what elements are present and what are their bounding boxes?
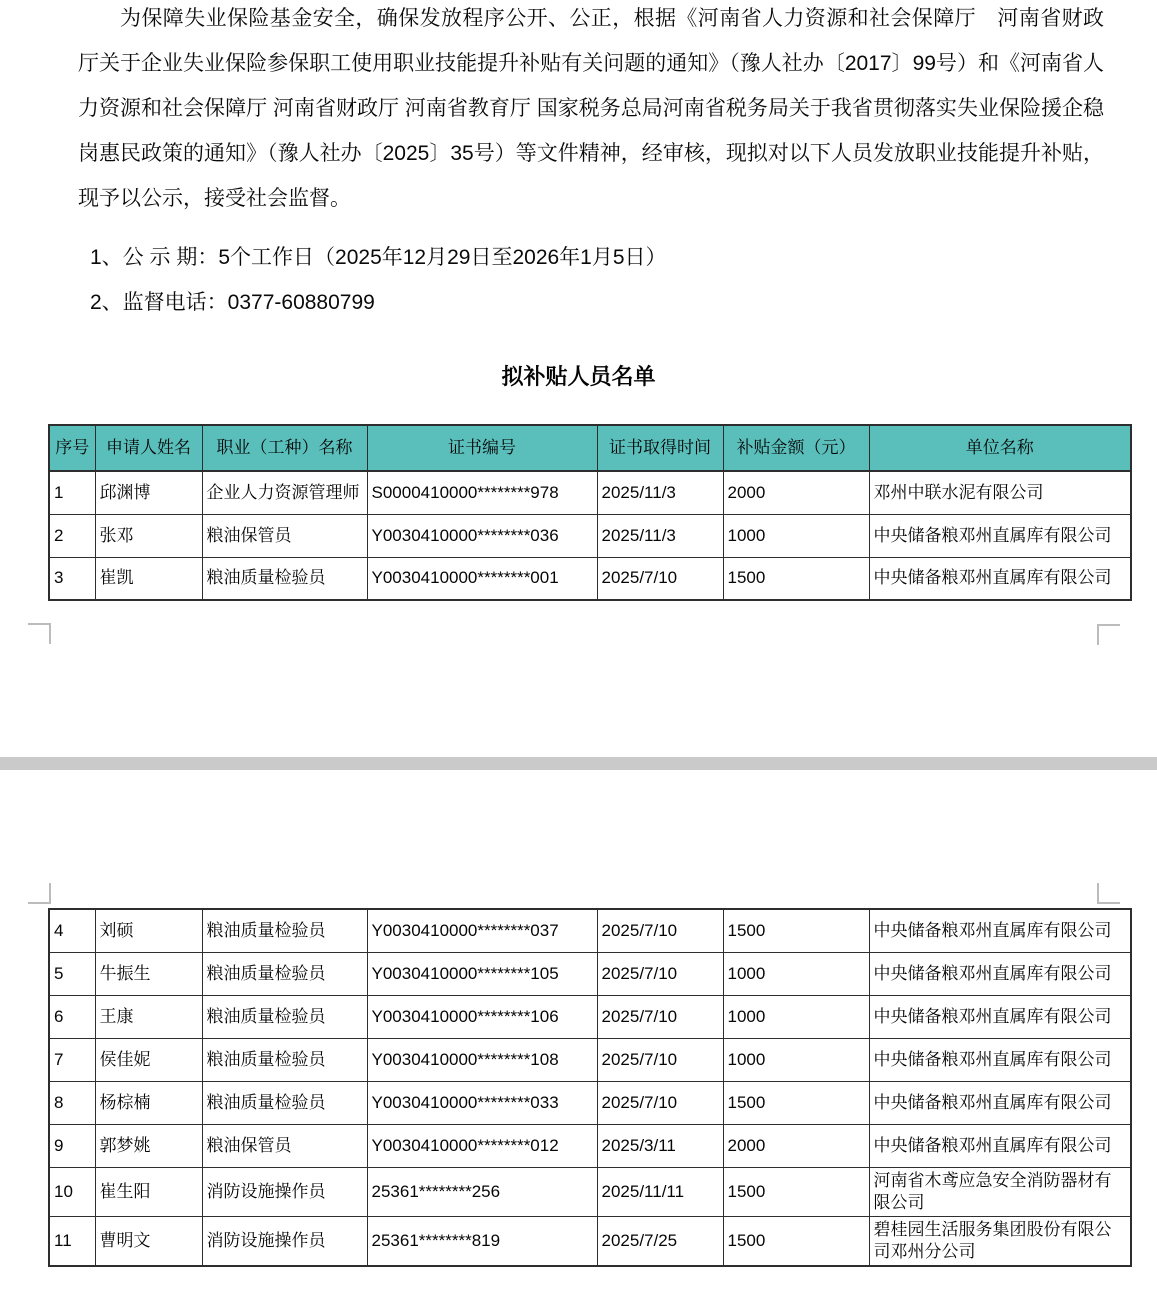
cell-subsidy-amount: 1500 [723,557,869,600]
cell-occupation: 粮油质量检验员 [202,1038,367,1081]
cell-certificate-date: 2025/7/10 [597,1081,723,1124]
cell-certificate-no: Y0030410000********033 [367,1081,597,1124]
cell-occupation: 企业人力资源管理师 [202,471,367,514]
cell-employer-name: 中央储备粮邓州直属库有限公司 [869,1038,1131,1081]
table-row [49,471,1131,514]
cell-certificate-date: 2025/7/10 [597,952,723,995]
cell-applicant-name: 邱渊博 [95,471,202,514]
cell-certificate-no: 25361********256 [367,1167,597,1216]
cell-subsidy-amount: 1000 [723,514,869,557]
cell-certificate-date: 2025/7/10 [597,995,723,1038]
header-cell-occupation: 职业（工种）名称 [202,425,367,471]
cell-subsidy-amount: 1500 [723,909,869,952]
cell-certificate-no: Y0030410000********012 [367,1124,597,1167]
cell-certificate-date: 2025/11/11 [597,1167,723,1216]
table-row [49,1124,1131,1167]
cell-serial-no: 9 [49,1124,95,1167]
subsidy-table-page1 [48,424,1132,601]
table-row [49,995,1131,1038]
header-cell-applicant-name: 申请人姓名 [95,425,202,471]
table-row [49,909,1131,952]
table-row [49,514,1131,557]
supervision-phone-item: 2、监督电话：0377-60880799 [90,291,375,314]
cell-applicant-name: 侯佳妮 [95,1038,202,1081]
cell-occupation: 粮油质量检验员 [202,952,367,995]
cell-certificate-no: Y0030410000********106 [367,995,597,1038]
publicity-period-item: 1、公 示 期：5个工作日（2025年12月29日至2026年1月5日） [90,246,667,269]
cell-certificate-date: 2025/11/3 [597,471,723,514]
cell-subsidy-amount: 2000 [723,1124,869,1167]
cell-certificate-date: 2025/7/10 [597,1038,723,1081]
cell-employer-name: 中央储备粮邓州直属库有限公司 [869,952,1131,995]
header-cell-certificate-no: 证书编号 [367,425,597,471]
cell-certificate-date: 2025/7/10 [597,909,723,952]
page-break-divider [0,757,1157,770]
cell-occupation: 粮油质量检验员 [202,995,367,1038]
subsidy-table-page2 [48,908,1132,1267]
cell-serial-no: 2 [49,514,95,557]
cell-subsidy-amount: 1500 [723,1081,869,1124]
cell-applicant-name: 牛振生 [95,952,202,995]
cell-certificate-no: S0000410000********978 [367,471,597,514]
cell-occupation: 粮油质量检验员 [202,557,367,600]
cell-subsidy-amount: 1500 [723,1216,869,1266]
cell-employer-name: 中央储备粮邓州直属库有限公司 [869,995,1131,1038]
table-row [49,1216,1131,1266]
page1-bottom-left-margin-mark [28,623,51,644]
cell-applicant-name: 杨棕楠 [95,1081,202,1124]
cell-employer-name: 中央储备粮邓州直属库有限公司 [869,514,1131,557]
cell-certificate-no: Y0030410000********036 [367,514,597,557]
table-row [49,557,1131,600]
cell-applicant-name: 郭梦姚 [95,1124,202,1167]
cell-certificate-date: 2025/11/3 [597,514,723,557]
cell-applicant-name: 崔生阳 [95,1167,202,1216]
page2-top-right-margin-mark [1097,883,1120,904]
cell-employer-name: 邓州中联水泥有限公司 [869,471,1131,514]
cell-employer-name: 中央储备粮邓州直属库有限公司 [869,557,1131,600]
cell-subsidy-amount: 1000 [723,952,869,995]
cell-serial-no: 8 [49,1081,95,1124]
cell-subsidy-amount: 1500 [723,1167,869,1216]
cell-occupation: 粮油质量检验员 [202,1081,367,1124]
cell-serial-no: 3 [49,557,95,600]
page1-bottom-right-margin-mark [1097,624,1120,645]
cell-certificate-date: 2025/7/10 [597,557,723,600]
cell-employer-name: 中央储备粮邓州直属库有限公司 [869,1081,1131,1124]
intro-paragraph: 为保障失业保险基金安全，确保发放程序公开、公正，根据《河南省人力资源和社会保障厅 河南省财政厅关于企业失业保险参保职工使用职业技能提升补贴有关问题的通知》（豫人社办〔2017〕99号）和《河南省人力资源和社会保障厅 河南省财政厅 河南省教育厅 国家税务总局河南省税务局关于我省贯彻落实失业保险援企稳岗惠民政策的通知》（豫人社办〔2025〕35号）等文件精神，经审核，现拟对以下人员发放职业技能提升补贴，现予以公示，接受社会监督。 [78,7,1104,210]
header-cell-subsidy-amount: 补贴金额（元） [723,425,869,471]
table-title: 拟补贴人员名单 [501,364,656,389]
table-row [49,1038,1131,1081]
page2-top-left-margin-mark [28,883,51,904]
cell-subsidy-amount: 2000 [723,471,869,514]
cell-occupation: 粮油保管员 [202,1124,367,1167]
cell-applicant-name: 曹明文 [95,1216,202,1266]
cell-employer-name: 中央储备粮邓州直属库有限公司 [869,909,1131,952]
cell-applicant-name: 王康 [95,995,202,1038]
table-row [49,1081,1131,1124]
cell-certificate-no: Y0030410000********001 [367,557,597,600]
cell-occupation: 消防设施操作员 [202,1167,367,1216]
table-row [49,952,1131,995]
cell-certificate-date: 2025/3/11 [597,1124,723,1167]
cell-certificate-no: Y0030410000********108 [367,1038,597,1081]
cell-certificate-no: Y0030410000********105 [367,952,597,995]
cell-serial-no: 6 [49,995,95,1038]
cell-serial-no: 4 [49,909,95,952]
cell-serial-no: 7 [49,1038,95,1081]
table-header-row [49,425,1131,471]
cell-serial-no: 11 [49,1216,95,1266]
cell-employer-name: 河南省木鸢应急安全消防器材有限公司 [869,1167,1131,1216]
header-cell-employer-name: 单位名称 [869,425,1131,471]
cell-applicant-name: 刘硕 [95,909,202,952]
cell-serial-no: 10 [49,1167,95,1216]
cell-subsidy-amount: 1000 [723,995,869,1038]
cell-employer-name: 碧桂园生活服务集团股份有限公司邓州分公司 [869,1216,1131,1266]
cell-occupation: 消防设施操作员 [202,1216,367,1266]
cell-applicant-name: 张邓 [95,514,202,557]
cell-serial-no: 5 [49,952,95,995]
header-cell-certificate-date: 证书取得时间 [597,425,723,471]
cell-employer-name: 中央储备粮邓州直属库有限公司 [869,1124,1131,1167]
cell-occupation: 粮油保管员 [202,514,367,557]
table-row [49,1167,1131,1216]
cell-serial-no: 1 [49,471,95,514]
cell-certificate-no: Y0030410000********037 [367,909,597,952]
cell-certificate-date: 2025/7/25 [597,1216,723,1266]
cell-applicant-name: 崔凯 [95,557,202,600]
cell-certificate-no: 25361********819 [367,1216,597,1266]
header-cell-serial-no: 序号 [49,425,95,471]
cell-occupation: 粮油质量检验员 [202,909,367,952]
cell-subsidy-amount: 1000 [723,1038,869,1081]
